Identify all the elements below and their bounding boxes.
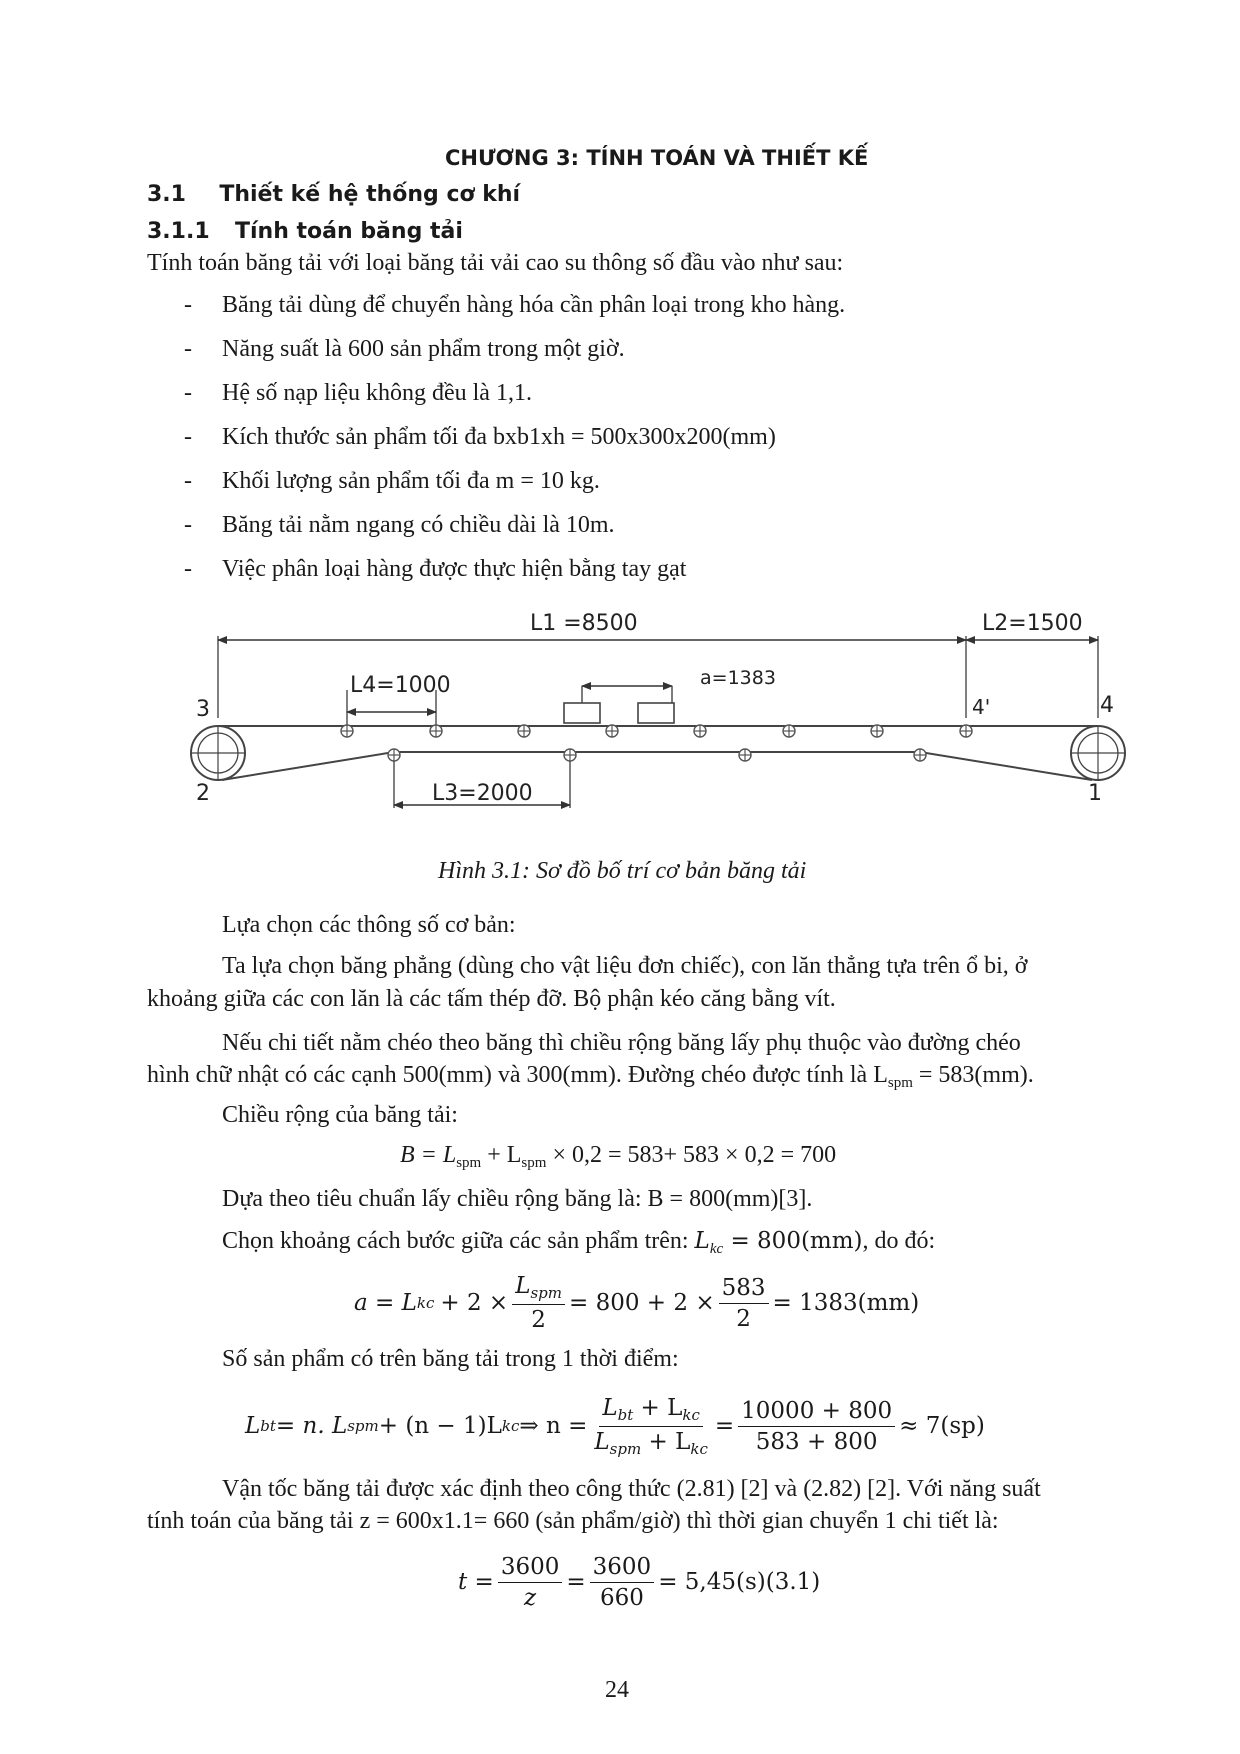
page-number: 24 (605, 1677, 629, 1703)
product-box (638, 703, 674, 723)
bullet-dash: - (184, 468, 192, 494)
flat-belt-paragraph-line1: Ta lựa chọn băng phẳng (dùng cho vật liệu đơn chiếc), con lăn thẳng tựa trên ổ bi, ở (222, 953, 1028, 979)
pulley-right (1071, 726, 1125, 780)
bullet-dash: - (184, 424, 192, 450)
speed-paragraph-line2: tính toán của băng tải z = 600x1.1= 660 (sản phẩm/giờ) thì thời gian chuyển 1 chi tiết là: (147, 1508, 999, 1534)
fraction: $\frac{10000 + 800}{583 + 800}$ (738, 1398, 895, 1455)
a-label: a=1383 (700, 667, 776, 689)
section-number: 3.1 (147, 182, 186, 207)
l3-label: L3=2000 (432, 781, 533, 806)
bullet-dash: - (184, 556, 192, 582)
product-count-paragraph: Số sản phẩm có trên băng tải trong 1 thời điểm: (222, 1346, 679, 1372)
bullet-dash: - (184, 512, 192, 538)
lower-rollers (388, 749, 926, 761)
product-box (564, 703, 600, 723)
step-distance-paragraph: Chọn khoảng cách bước giữa các sản phẩm trên: $L_{kc} = 800(mm)$, do đó: (222, 1228, 936, 1257)
belt-width-heading: Chiều rộng của băng tải: (222, 1102, 458, 1128)
bullet-dash: - (184, 292, 192, 318)
fraction: $\frac{583}{2}$ (719, 1275, 769, 1332)
pulley-left (191, 726, 245, 780)
chapter-title: CHƯƠNG 3: TÍNH TOÁN VÀ THIẾT KẾ (445, 146, 869, 170)
diagonal-paragraph-line1: Nếu chi tiết nằm chéo theo băng thì chiều rộng băng lấy phụ thuộc vào đường chéo (222, 1030, 1021, 1056)
equation-step-a: a = L kc + 2 × $\frac{L_{spm}}{2}$ = 800 + 2 × $\frac{583}{2}$ = 1383(mm) (354, 1273, 920, 1333)
section-title: Thiết kế hệ thống cơ khí (219, 182, 521, 207)
fraction: $\frac{3600}{660}$ (590, 1554, 655, 1611)
bullet-dash: - (184, 380, 192, 406)
diagonal-paragraph-line2: hình chữ nhật có các cạnh 500(mm) và 300(mm). Đường chéo được tính là $L_{spm} = 583(mm)$. (147, 1062, 1034, 1091)
fraction: $\frac{L_{spm}}{2}$ (512, 1273, 565, 1333)
flat-belt-paragraph-line2: khoảng giữa các con lăn là các tấm thép đỡ. Bộ phận kéo căng bằng vít. (147, 986, 836, 1012)
lower-belt (222, 752, 1092, 780)
select-params-paragraph: Lựa chọn các thông số cơ bản: (222, 912, 516, 938)
l4-label: L4=1000 (350, 673, 451, 698)
intro-paragraph: Tính toán băng tải với loại băng tải vải cao su thông số đầu vào như sau: (147, 250, 844, 276)
node-4prime-label: 4' (972, 695, 991, 719)
subsection-title: Tính toán băng tải (234, 219, 463, 244)
equation-transfer-time: t = $\frac{3600}{z}$ = $\frac{3600}{660}$ = 5,45(s)(3.1) (458, 1553, 821, 1611)
equation-belt-width: $B = L_{spm} + L_{spm} \times 0,2 = 583+ 583 \times 0,2 = 700$ (400, 1142, 837, 1171)
node-3-label: 3 (196, 697, 210, 722)
conveyor-layout-diagram (0, 0, 1240, 860)
node-2-label: 2 (196, 781, 210, 806)
l2-label: L2=1500 (982, 611, 1083, 636)
bullet-dash: - (184, 336, 192, 362)
l1-label: L1 =8500 (530, 611, 638, 636)
subsection-number: 3.1.1 (147, 219, 210, 244)
speed-paragraph-line1: Vận tốc băng tải được xác định theo công thức (2.81) [2] và (2.82) [2]. Với năng suất (222, 1476, 1041, 1502)
standard-width-paragraph: Dựa theo tiêu chuẩn lấy chiều rộng băng là: B = 800(mm)[3]. (222, 1186, 813, 1212)
fraction: $\frac{3600}{z}$ (498, 1554, 563, 1611)
equation-product-count: L bt = n. L spm + (n − 1)L kc ⇒ n = $\frac{L_{bt} + L_{kc}}{L_{spm} + L_{kc}}$ = $\frac{10000 + 800}{583 + 800}$ ≈ 7(sp) (245, 1394, 985, 1458)
node-4-label: 4 (1100, 693, 1114, 718)
node-1-label: 1 (1088, 781, 1102, 806)
fraction: $\frac{L_{bt} + L_{kc}}{L_{spm} + L_{kc}}$ (594, 1394, 708, 1458)
figure-caption: Hình 3.1: Sơ đồ bố trí cơ bản băng tải (438, 858, 807, 884)
